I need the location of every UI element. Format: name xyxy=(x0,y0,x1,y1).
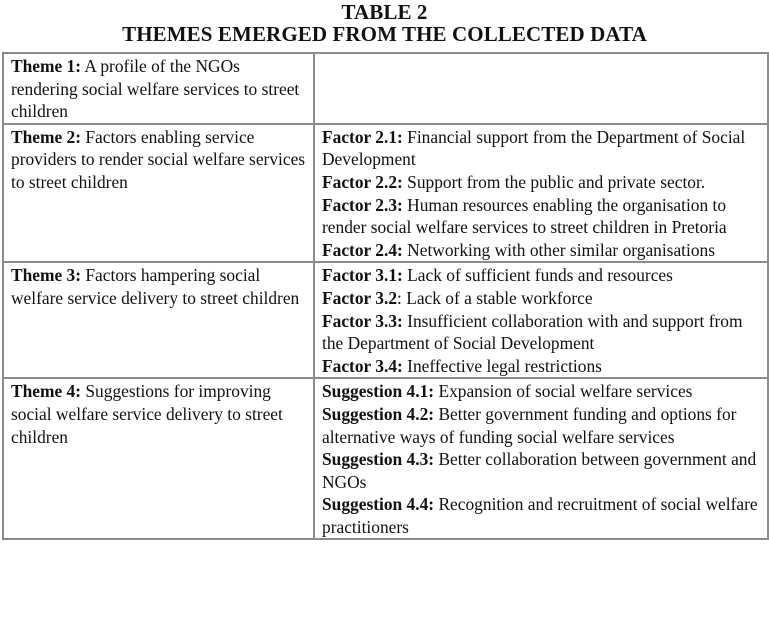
factor-text: : Lack of a stable workforce xyxy=(397,287,593,308)
suggestion-item xyxy=(322,448,764,493)
factor-label: Factor 2.1: xyxy=(322,126,403,147)
factor-item xyxy=(322,171,764,194)
themes-table xyxy=(2,52,769,540)
factor-text: Lack of sufficient funds and resources xyxy=(402,265,673,286)
factor-text: Insufficient collaboration with and support from the Department of Social Development xyxy=(322,310,743,354)
theme-cell xyxy=(3,378,314,539)
suggestion-item xyxy=(322,403,764,448)
factor-item xyxy=(322,126,764,171)
suggestion-text: Better government funding and options for alternative ways of funding social welfare services xyxy=(322,403,737,447)
table-title: THEMES EMERGED FROM THE COLLECTED DATA xyxy=(122,22,647,46)
theme-text: Factors hampering social welfare service delivery to street children xyxy=(11,265,300,308)
suggestion-label: Suggestion 4.3: xyxy=(322,449,435,470)
suggestion-label: Suggestion 4.4: xyxy=(322,494,435,515)
factor-text: Financial support from the Department of Social Development xyxy=(322,126,746,170)
factor-label: Factor 3.4: xyxy=(322,355,403,376)
theme-cell xyxy=(3,124,314,263)
suggestion-label: Suggestion 4.1: xyxy=(322,381,435,402)
theme-label: Theme 1: xyxy=(11,56,82,76)
suggestions-cell xyxy=(314,378,768,539)
factor-text: Networking with other similar organisations xyxy=(402,239,715,260)
suggestion-item xyxy=(322,493,764,538)
table-number: TABLE 2 xyxy=(341,0,428,24)
factors-cell xyxy=(314,262,768,378)
factor-label: Factor 3.2 xyxy=(322,287,398,308)
theme-cell xyxy=(3,262,314,378)
suggestion-label: Suggestion 4.2: xyxy=(322,403,435,424)
factor-text: Ineffective legal restrictions xyxy=(402,355,602,376)
factor-item xyxy=(322,239,764,262)
factors-cell xyxy=(314,124,768,263)
factor-label: Factor 2.2: xyxy=(322,171,403,192)
factor-item xyxy=(322,355,764,378)
theme-label: Theme 4: xyxy=(11,381,82,402)
table-row-theme-1 xyxy=(3,53,768,124)
suggestion-text: Better collaboration between government and NGOs xyxy=(322,449,757,492)
factor-text: Human resources enabling the organisation to render social welfare services to street children in Pretoria xyxy=(322,194,727,238)
factor-label: Factor 3.3: xyxy=(322,310,403,331)
factor-label: Factor 2.3: xyxy=(322,194,403,215)
factor-item xyxy=(322,194,764,239)
factor-item xyxy=(322,310,764,355)
factor-item xyxy=(322,264,764,287)
theme-text: A profile of the NGOs rendering social welfare services to street children xyxy=(11,56,300,122)
suggestion-text: Recognition and recruitment of social welfare practitioners xyxy=(322,494,758,537)
theme-cell xyxy=(3,53,314,124)
table-row-theme-2 xyxy=(3,124,768,263)
table-row-theme-3 xyxy=(3,262,768,378)
table-row-theme-4 xyxy=(3,378,768,539)
table-caption xyxy=(0,0,769,45)
factor-label: Factor 3.1: xyxy=(322,265,403,286)
factor-label: Factor 2.4: xyxy=(322,239,403,260)
factors-cell-empty xyxy=(314,53,768,124)
suggestion-item xyxy=(322,380,764,403)
theme-label: Theme 2: xyxy=(11,126,82,147)
factor-text: Support from the public and private sector. xyxy=(402,171,706,192)
theme-label: Theme 3: xyxy=(11,265,82,286)
theme-text: Factors enabling service providers to render social welfare services to street children xyxy=(11,126,306,192)
suggestion-text: Expansion of social welfare services xyxy=(434,381,693,402)
theme-text: Suggestions for improving social welfare service delivery to street children xyxy=(11,381,283,447)
factor-item xyxy=(322,287,764,310)
